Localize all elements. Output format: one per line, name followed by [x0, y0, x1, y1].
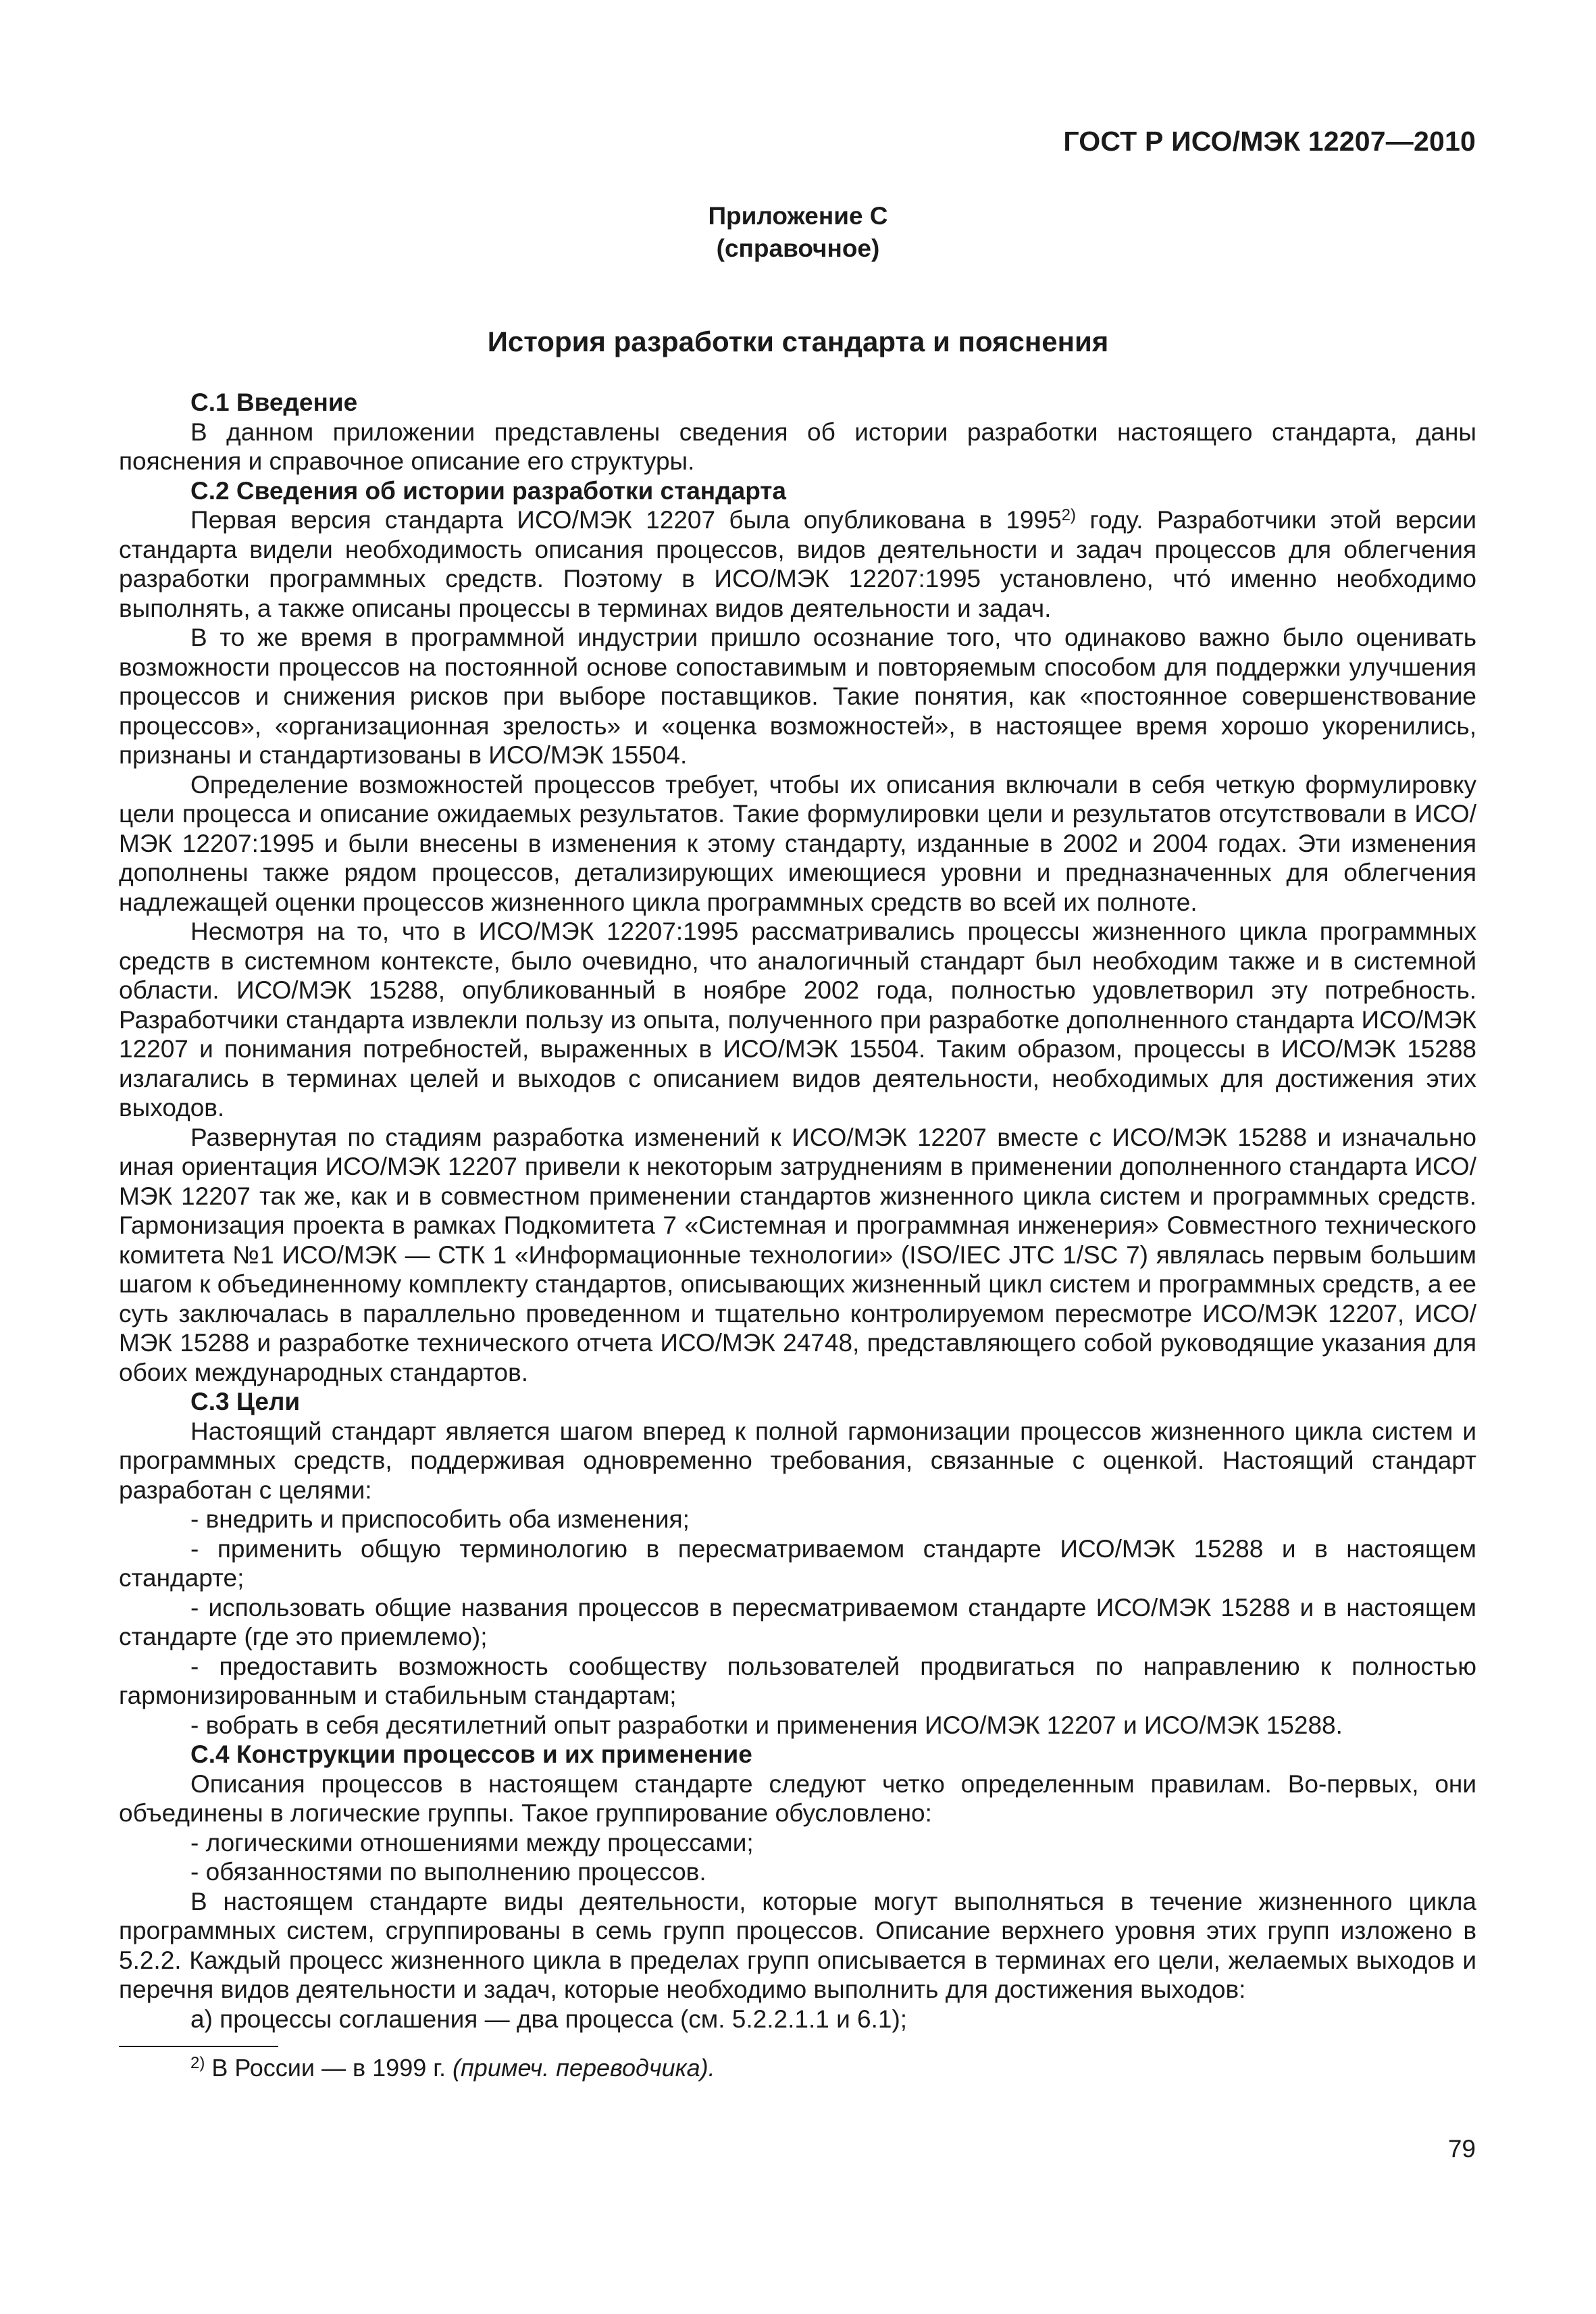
- list-item: - обязанностями по выполнению процессов.: [190, 1858, 706, 1886]
- paragraph: Настоящий стандарт является шагом вперед к полной гармонизации процессов жизненного цикла систем и программных средств, поддерживая одновременно требования, связанные с оценкой. Настоящий стандарт разработан с целями:: [119, 1417, 1476, 1504]
- appendix-label: Приложение С: [708, 202, 888, 230]
- list-item: - применить общую терминологию в пересматриваемом стандарте ИСО/МЭК 15288 и в настоящем стандарте;: [119, 1534, 1476, 1592]
- paragraph: В настоящем стандарте виды деятельности, которые могут выполняться в течение жизненного цикла программных систем, сгруппированы в семь групп процессов. Описание верхнего уровня этих групп изложено в 5.2.2. Каждый процесс жизненного цикла в пределах групп описывается в терминах его цели, желаемых выходов и перечня видов деятельности и задач, которые необходимо выполнить для достижения выходов:: [119, 1887, 1476, 2003]
- paragraph: В данном приложении представлены сведения об истории разработки настоящего стандарта, даны пояснения и справочное описание его структуры.: [119, 418, 1476, 475]
- document-body: [119, 388, 1476, 2034]
- list-item: - внедрить и приспособить оба изменения;: [190, 1505, 690, 1533]
- page-header-standard-id: ГОСТ Р ИСО/МЭК 12207—2010: [1063, 126, 1476, 157]
- footnote-text: В России — в 1999 г.: [205, 2054, 453, 2082]
- paragraph: Определение возможностей процессов требует, чтобы их описания включали в себя четкую формулировку цели процесса и описание ожидаемых результатов. Такие формулировки цели и результатов отсутствовали в ИСО/МЭК 12207:1995 и были внесены в изменения к этому стандарту, изданные в 2002 и 2004 годах. Эти изменения дополнены также рядом процессов, детализирующих имеющиеся уровни и предназначенных для облегчения надлежащей оценки процессов жизненного цикла программных средств во всей их полноте.: [119, 770, 1476, 916]
- paragraph-text: Первая версия стандарта ИСО/МЭК 12207 была опубликована в 1995: [190, 506, 1062, 534]
- list-item: а) процессы соглашения — два процесса (см. 5.2.2.1.1 и 6.1);: [190, 2005, 908, 2033]
- paragraph: Развернутая по стадиям разработка изменений к ИСО/МЭК 12207 вместе с ИСО/МЭК 15288 и изначально иная ориентация ИСО/МЭК 12207 привели к некоторым затруднениям в применении дополненного стандарта ИСО/МЭК 12207 так же, как и в совместном применении стандартов жизненного цикла систем и программных средств. Гармонизация проекта в рамках Подкомитета 7 «Системная и программная инженерия» Совместного технического комитета №1 ИСО/МЭК — СТК 1 «Информационные технологии» (ISO/IEC JTC 1/SC 7) являлась первым большим шагом к объединенному комплекту стандартов, описывающих жизненный цикл систем и программных средств, а ее суть заключалась в параллельно проведенном и тщательно контролируемом пересмотре ИСО/МЭК 12207, ИСО/МЭК 15288 и разработке технического отчета ИСО/МЭК 24748, представляющего собой руководящие указания для обоих международных стандартов.: [119, 1123, 1476, 1386]
- footnote-marker: 2): [190, 2054, 205, 2072]
- page-number: 79: [1447, 2135, 1476, 2163]
- list-item: - вобрать в себя десятилетний опыт разработки и применения ИСО/МЭК 12207 и ИСО/МЭК 15288.: [190, 1711, 1343, 1739]
- footnote-note: (примеч. переводчика).: [453, 2054, 715, 2082]
- paragraph: Описания процессов в настоящем стандарте следуют четко определенным правилам. Во-первых, они объединены в логические группы. Такое группирование обусловлено:: [119, 1769, 1476, 1827]
- footnote-reference: 2): [1061, 506, 1077, 524]
- list-item: - использовать общие названия процессов в пересматриваемом стандарте ИСО/МЭК 15288 и в настоящем стандарте (где это приемлемо);: [119, 1593, 1476, 1651]
- list-item: - предоставить возможность сообществу пользователей продвигаться по направлению к полностью гармонизированным и стабильным стандартам;: [119, 1652, 1476, 1709]
- appendix-kind: (справочное): [716, 234, 880, 262]
- section-heading-c1: С.1 Введение: [190, 388, 358, 416]
- paragraph-text: году. Разработчики этой версии стандарта видели необходимость описания процессов, видов деятельности и задач процессов для облегчения разработки программных средств. Поэтому в ИСО/МЭК 12207:1995 установлено, что́ именно необходимо выполнять, а также описаны процессы в терминах видов деятельности и задач.: [119, 506, 1476, 622]
- paragraph: В то же время в программной индустрии пришло осознание того, что одинаково важно было оценивать возможности процессов на постоянной основе сопоставимым и повторяемым способом для поддержки улучшения процессов и снижения рисков при выборе поставщиков. Такие понятия, как «постоянное совершенствование процессов», «организационная зрелость» и «оценка возможностей», в настоящее время хорошо укоренились, признаны и стандартизованы в ИСО/МЭК 15504.: [119, 624, 1476, 769]
- section-heading-c2: С.2 Сведения об истории разработки стандарта: [190, 476, 787, 505]
- section-heading-c3: С.3 Цели: [190, 1388, 301, 1415]
- paragraph: [119, 505, 1476, 623]
- appendix-heading: [0, 200, 1596, 265]
- section-heading-c4: С.4 Конструкции процессов и их применение: [190, 1740, 752, 1768]
- footnote: [190, 2054, 715, 2082]
- paragraph: Несмотря на то, что в ИСО/МЭК 12207:1995 рассматривались процессы жизненного цикла программных средств в системном контексте, было очевидно, что аналогичный стандарт был необходим также и в системной области. ИСО/МЭК 15288, опубликованный в ноябре 2002 года, полностью удовлетворил эту потребность. Разработчики стандарта извлекли пользу из опыта, полученного при разработке дополненного стандарта ИСО/МЭК 12207 и понимания потребностей, выраженных в ИСО/МЭК 15504. Таким образом, процессы в ИСО/МЭК 15288 излагались в терминах целей и выходов с описанием видов деятельности, необходимых для достижения этих выходов.: [119, 917, 1476, 1122]
- list-item: - логическими отношениями между процессами;: [190, 1828, 754, 1857]
- footnote-separator: [119, 2046, 278, 2047]
- document-title: История разработки стандарта и пояснения: [487, 326, 1109, 357]
